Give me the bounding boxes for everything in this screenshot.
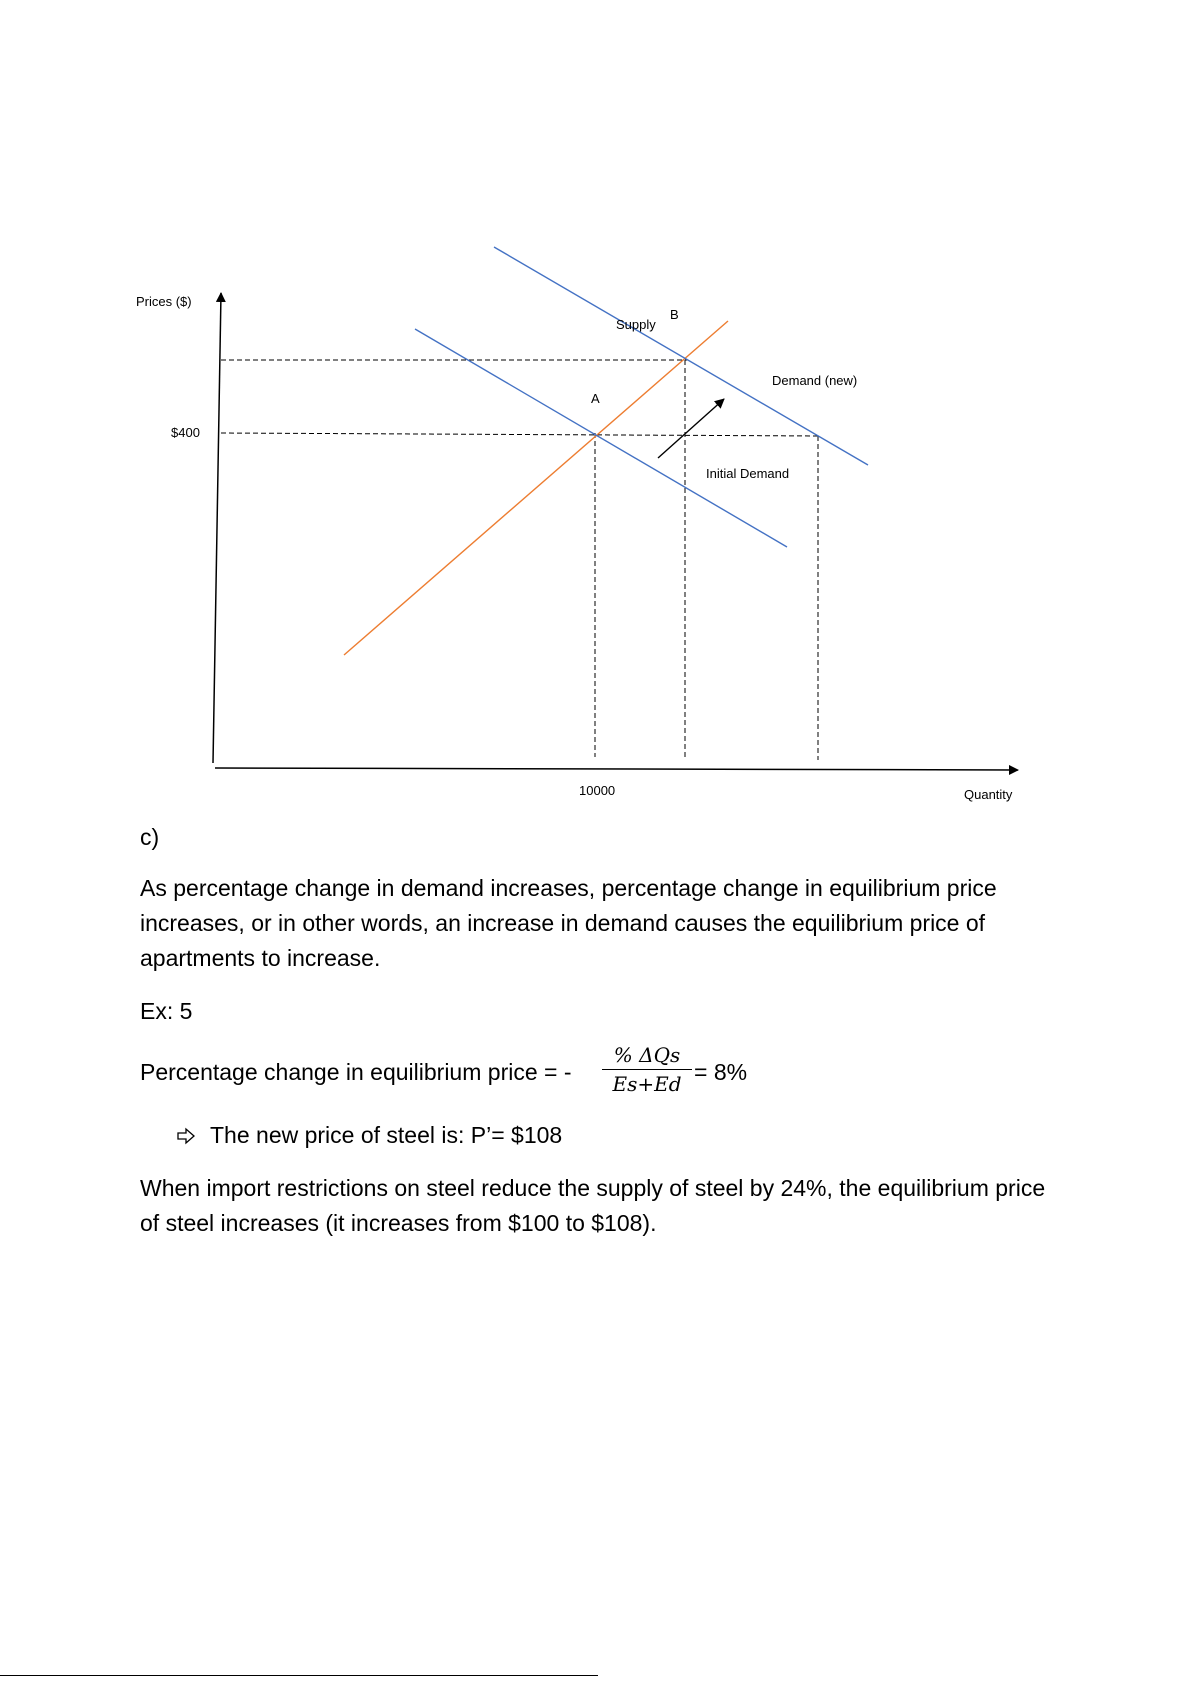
- initial-demand-label: Initial Demand: [706, 466, 790, 481]
- new-demand-curve: [494, 247, 868, 465]
- exercise-label: Ex: 5: [140, 998, 193, 1024]
- point-a-label: A: [591, 391, 600, 406]
- footnote-separator: [0, 1675, 598, 1676]
- x-axis: [215, 768, 1018, 770]
- demand-shift-arrow: [658, 399, 724, 458]
- initial-demand-curve: [415, 329, 790, 547]
- demand-new-label: Demand (new): [772, 373, 858, 388]
- right-arrow-outline-icon: [176, 1126, 196, 1146]
- point-b-label: B: [670, 307, 679, 322]
- quantity-tick-label: 10000: [579, 783, 616, 798]
- x-axis-label: Quantity: [964, 787, 1013, 802]
- formula-result: = 8%: [694, 1059, 748, 1085]
- supply-demand-diagram: [0, 0, 1191, 820]
- y-axis-label: Prices ($): [136, 294, 192, 309]
- formula-prefix: Percentage change in equilibrium price = -: [140, 1059, 572, 1085]
- paragraph-demand-increase: As percentage change in demand increases, percentage change in equilibrium price increases, or in other words, an increase in demand causes the equilibrium price of apartments to increase.: [140, 875, 997, 971]
- price-tick-label: $400: [171, 425, 200, 440]
- bullet-text: The new price of steel is: P’= $108: [210, 1122, 563, 1148]
- price-guide-400: [221, 433, 820, 436]
- formula-fraction: [602, 1043, 692, 1096]
- supply-curve: [344, 321, 728, 655]
- formula-numerator: % ΔQs: [602, 1043, 692, 1070]
- y-axis: [213, 293, 221, 763]
- section-heading: c): [140, 824, 160, 850]
- formula-denominator: Es+Ed: [612, 1072, 682, 1096]
- paragraph-import-restrictions: When import restrictions on steel reduce the supply of steel by 24%, the equilibrium price of steel increases (it increases from $100 to $108).: [140, 1175, 1046, 1236]
- supply-label: Supply: [616, 317, 656, 332]
